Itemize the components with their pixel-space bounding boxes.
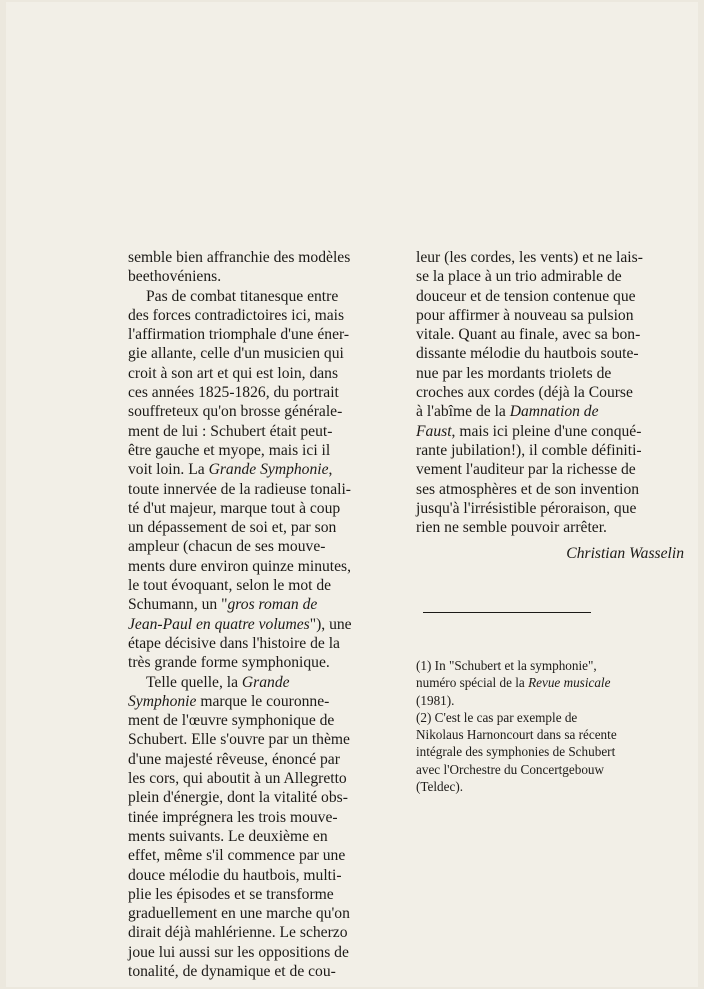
text-line: des forces contradictoires ici, mais bbox=[128, 306, 345, 324]
text-line: tonalité, de dynamique et de cou- bbox=[128, 962, 336, 980]
text-line: (1) In "Schubert et la symphonie", bbox=[416, 658, 597, 673]
text-line: ment de lui : Schubert était peut- bbox=[128, 422, 333, 440]
paragraph-3 bbox=[128, 673, 398, 982]
text-line: être gauche et myope, mais ici il bbox=[128, 441, 331, 459]
text-line: rante jubilation!), il comble définiti- bbox=[416, 441, 642, 459]
text-line: beethovéniens. bbox=[128, 268, 222, 286]
text-line: d'une majesté rêveuse, énoncé par bbox=[128, 750, 340, 768]
text-line bbox=[128, 615, 398, 634]
text-line: douceur et de tension contenue que bbox=[416, 287, 636, 305]
footnote-2 bbox=[416, 709, 688, 795]
text-line bbox=[128, 673, 398, 692]
right-text-column bbox=[416, 248, 688, 537]
text-line: ments dure environ quinze minutes, bbox=[128, 557, 352, 575]
paragraph-1 bbox=[128, 248, 398, 287]
text-run: Telle quelle, la bbox=[146, 673, 242, 691]
text-line: croches aux cordes (déjà la Course bbox=[416, 384, 633, 402]
text-line: té d'ut majeur, marque tout à coup bbox=[128, 499, 341, 517]
work-title: Grande Symphonie bbox=[208, 461, 329, 479]
text-line: ses atmosphères et de son invention bbox=[416, 480, 640, 498]
text-line bbox=[128, 460, 398, 479]
text-line bbox=[416, 674, 688, 691]
text-line bbox=[128, 595, 398, 614]
text-line: nue par les mordants triolets de bbox=[416, 364, 612, 382]
text-line: Nikolaus Harnoncourt dans sa récente bbox=[416, 727, 617, 743]
text-line: rien ne semble pouvoir arrêter. bbox=[416, 519, 607, 537]
text-line: le tout évoquant, selon le mot de bbox=[128, 577, 332, 595]
quoted-title: gros roman de bbox=[227, 596, 318, 614]
text-line: avec l'Orchestre du Concertgebouw bbox=[416, 761, 605, 777]
text-run: voit loin. La bbox=[128, 461, 209, 479]
text-run: , mais ici pleine d'une conqué- bbox=[451, 422, 642, 440]
text-line: leur (les cordes, les vents) et ne lais- bbox=[416, 249, 643, 266]
text-line: effet, même s'il commence par une bbox=[128, 847, 346, 865]
paragraph-2 bbox=[128, 287, 398, 673]
text-line: dirait déjà mahlérienne. Le scherzo bbox=[128, 924, 348, 942]
author-signature: Christian Wasselin bbox=[566, 545, 684, 562]
text-line: plein d'énergie, dont la vitalité obs- bbox=[128, 789, 348, 807]
footnote-1 bbox=[416, 657, 688, 709]
text-line: Schubert. Elle s'ouvre par un thème bbox=[128, 731, 350, 749]
text-line bbox=[416, 422, 688, 441]
text-line: tinée imprégnera les trois mouve- bbox=[128, 808, 338, 826]
text-line: croit à son art et qui est loin, dans bbox=[128, 364, 339, 382]
quoted-title: Jean-Paul en quatre volumes bbox=[128, 615, 310, 633]
text-line: plie les épisodes et se transforme bbox=[128, 885, 334, 903]
work-title: Grande bbox=[241, 673, 290, 691]
text-line: semble bien affranchie des modèles bbox=[128, 249, 351, 266]
text-line: très grande forme symphonique. bbox=[128, 654, 330, 672]
text-line: (Teldec). bbox=[416, 779, 464, 795]
text-line: intégrale des symphonies de Schubert bbox=[416, 744, 616, 760]
text-line: vement l'auditeur par la richesse de bbox=[416, 461, 636, 479]
work-title: Damnation de bbox=[509, 403, 599, 421]
text-line: un dépassement de soi et, par son bbox=[128, 519, 337, 537]
work-title: Symphonie bbox=[128, 692, 197, 710]
text-line: dissante mélodie du hautbois soute- bbox=[416, 345, 639, 363]
text-line: (1981). bbox=[416, 692, 455, 708]
text-run: Schumann, un " bbox=[128, 596, 228, 614]
text-line: se la place à un trio admirable de bbox=[416, 268, 622, 286]
text-line: gie allante, celle d'un musicien qui bbox=[128, 345, 344, 363]
journal-title: Revue musicale bbox=[528, 675, 611, 691]
text-line: étape décisive dans l'histoire de la bbox=[128, 634, 340, 652]
text-line: ment de l'œuvre symphonique de bbox=[128, 712, 335, 730]
text-line: souffreteux qu'on brosse générale- bbox=[128, 403, 343, 421]
text-run: à l'abîme de la bbox=[416, 403, 510, 421]
footnotes bbox=[416, 657, 688, 795]
text-line: jusqu'à l'irrésistible péroraison, que bbox=[416, 499, 637, 517]
text-line: ments suivants. Le deuxième en bbox=[128, 827, 328, 845]
text-line: toute innervée de la radieuse tonali- bbox=[128, 480, 351, 498]
text-run: "), une bbox=[309, 615, 352, 633]
text-line: vitale. Quant au finale, avec sa bon- bbox=[416, 326, 641, 344]
text-line: l'affirmation triomphale d'une éner- bbox=[128, 326, 350, 344]
text-line: les cors, qui aboutit à un Allegretto bbox=[128, 770, 347, 788]
text-run: , bbox=[328, 461, 333, 479]
text-line: douce mélodie du hautbois, multi- bbox=[128, 866, 342, 884]
text-line: Pas de combat titanesque entre bbox=[146, 287, 339, 305]
text-run: marque le couronne- bbox=[196, 692, 330, 710]
footnote-divider bbox=[423, 612, 591, 613]
text-line bbox=[128, 692, 398, 711]
text-line: ampleur (chacun de ses mouve- bbox=[128, 538, 326, 556]
text-line: joue lui aussi sur les oppositions de bbox=[128, 943, 349, 961]
left-text-column bbox=[128, 248, 398, 981]
text-line: (2) C'est le cas par exemple de bbox=[416, 709, 578, 725]
paragraph-4 bbox=[416, 248, 688, 537]
text-line bbox=[416, 402, 688, 421]
text-run: numéro spécial de la bbox=[416, 675, 529, 691]
text-line: pour affirmer à nouveau sa pulsion bbox=[416, 306, 634, 324]
text-line: ces années 1825-1826, du portrait bbox=[128, 384, 339, 402]
work-title: Faust bbox=[416, 422, 452, 440]
text-line: graduellement en une marche qu'on bbox=[128, 905, 350, 923]
